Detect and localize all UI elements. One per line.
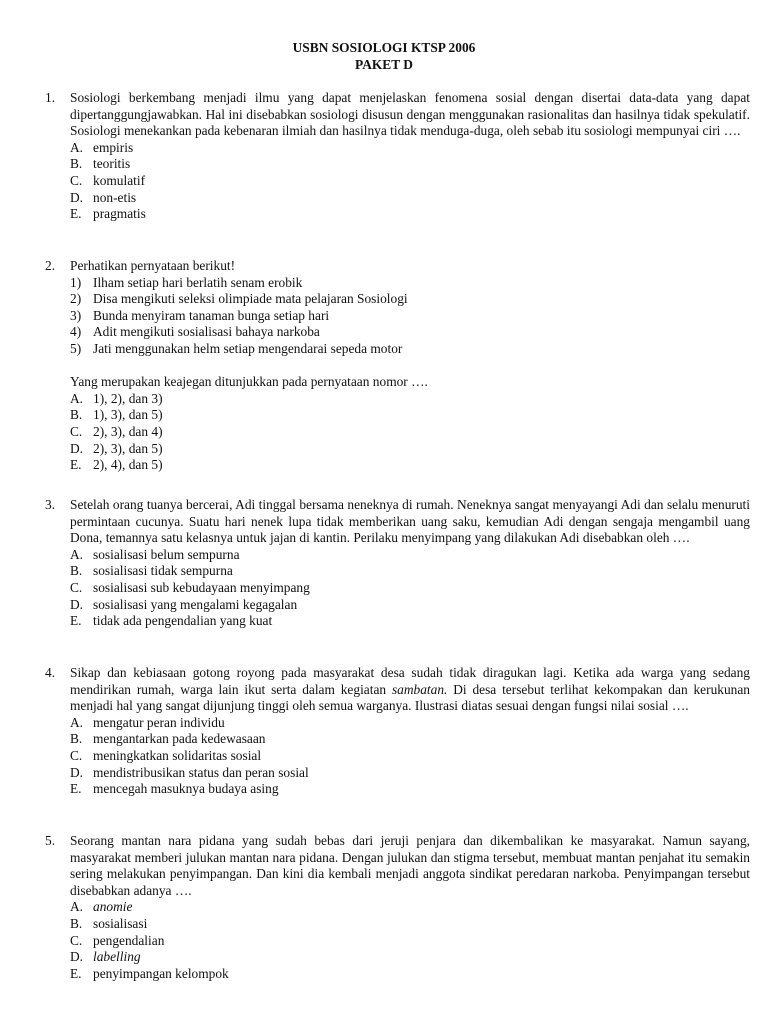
stem-italic-term: sambatan. bbox=[391, 681, 448, 697]
question-5 bbox=[45, 833, 750, 982]
question-number: 5. bbox=[45, 833, 56, 848]
option-label: B. bbox=[70, 156, 83, 172]
option-text: non-etis bbox=[93, 189, 137, 205]
question-number: 1. bbox=[45, 90, 56, 105]
statement-label: 4) bbox=[70, 324, 82, 340]
option-a bbox=[70, 899, 750, 916]
statement-text: Adit mengikuti sosialisasi bahaya narkoba bbox=[93, 324, 320, 340]
option-text: mengatur peran individu bbox=[93, 714, 225, 730]
option-text: sosialisasi bbox=[93, 915, 148, 931]
statement-3 bbox=[70, 308, 750, 325]
option-text: 1), 2), dan 3) bbox=[93, 390, 163, 406]
option-e bbox=[70, 781, 750, 798]
statement-5 bbox=[70, 341, 750, 358]
question-stem: Setelah orang tuanya bercerai, Adi tinggal bersama neneknya di rumah. Neneknya sangat menyayangi Adi dan selalu menuruti permintaan cucunya. Suatu hari nenek lupa tidak memberikan uang saku, kemudian Adi dengan sengaja mengambil uang Dona, temannya satu kelasnya untuk jajan di kantin. Perilaku menyimpang yang dilakukan Adi disebabkan oleh …. bbox=[70, 497, 750, 546]
option-label: A. bbox=[70, 546, 84, 562]
option-text: anomie bbox=[93, 899, 133, 915]
statement-label: 2) bbox=[70, 291, 82, 307]
option-label: A. bbox=[70, 139, 84, 155]
option-text: sosialisasi sub kebudayaan menyimpang bbox=[93, 579, 310, 595]
question-number: 2. bbox=[45, 258, 56, 273]
option-text: komulatif bbox=[93, 172, 146, 188]
statement-label: 5) bbox=[70, 340, 82, 356]
option-text: labelling bbox=[93, 949, 141, 965]
option-label: C. bbox=[70, 932, 83, 948]
option-text: 1), 3), dan 5) bbox=[93, 407, 163, 423]
option-label: B. bbox=[70, 563, 83, 579]
stem-text: Sikap dan kebiasaan gotong royong pada masyarakat desa sudah tidak diragukan lagi. Ketika ada warga yang sedang mendirikan rumah, warga lain ikut serta dalam kegiatan bbox=[70, 665, 750, 697]
option-b bbox=[70, 563, 750, 580]
option-text: sosialisasi tidak sempurna bbox=[93, 563, 233, 579]
question-stem: Seorang mantan nara pidana yang sudah bebas dari jeruji penjara dan dikembalikan ke masyarakat. Namun sayang, masyarakat memberi julukan mantan nara pidana. Dengan julukan dan stigma tersebut, membuat mantan penjahat itu semakin sering melakukan penyimpangan. Dan kini dia kembali menjadi anggota sindikat peredaran narkoba. Penyimpangan tersebut disebabkan adanya …. bbox=[70, 833, 750, 898]
statement-4 bbox=[70, 324, 750, 341]
statement-text: Disa mengikuti seleksi olimpiade mata pelajaran Sosiologi bbox=[93, 291, 408, 307]
option-label: C. bbox=[70, 423, 83, 439]
option-e bbox=[70, 457, 750, 474]
document-subtitle: PAKET D bbox=[355, 57, 413, 72]
option-label: D. bbox=[70, 949, 84, 965]
option-a bbox=[70, 715, 750, 732]
option-e bbox=[70, 966, 750, 983]
option-b bbox=[70, 731, 750, 748]
option-text: 2), 3), dan 4) bbox=[93, 423, 163, 439]
option-label: A. bbox=[70, 714, 84, 730]
option-text: mengantarkan pada kedewasaan bbox=[93, 731, 266, 747]
option-text: meningkatkan solidaritas sosial bbox=[93, 747, 262, 763]
option-c bbox=[70, 173, 750, 190]
option-text: pragmatis bbox=[93, 206, 146, 222]
option-label: E. bbox=[70, 781, 82, 797]
option-label: A. bbox=[70, 390, 84, 406]
option-a bbox=[70, 547, 750, 564]
question-stem: Sosiologi berkembang menjadi ilmu yang dapat menjelaskan fenomena sosial dengan disertai data-data yang dapat dipertanggungjawabkan. Hal ini disebabkan sosiologi disusun dengan menggunakan rasionalitas dan hasilnya tidak spekulatif. Sosiologi menekankan pada kebenaran ilmiah dan hasilnya tidak menduga-duga, oleh sebab itu sosiologi mempunyai ciri …. bbox=[70, 90, 750, 139]
statement-2 bbox=[70, 291, 750, 308]
option-c bbox=[70, 933, 750, 950]
option-label: E. bbox=[70, 206, 82, 222]
option-text: mendistribusikan status dan peran sosial bbox=[93, 764, 309, 780]
option-label: D. bbox=[70, 189, 84, 205]
option-label: C. bbox=[70, 579, 83, 595]
question-number: 4. bbox=[45, 665, 56, 680]
statement-text: Ilham setiap hari berlatih senam erobik bbox=[93, 274, 303, 290]
option-e bbox=[70, 206, 750, 223]
option-c bbox=[70, 748, 750, 765]
option-a bbox=[70, 140, 750, 157]
option-e bbox=[70, 613, 750, 630]
question-1 bbox=[45, 90, 750, 223]
option-text: sosialisasi belum sempurna bbox=[93, 546, 240, 562]
option-label: B. bbox=[70, 731, 83, 747]
option-b bbox=[70, 156, 750, 173]
option-b bbox=[70, 407, 750, 424]
option-label: E. bbox=[70, 457, 82, 473]
option-label: D. bbox=[70, 764, 84, 780]
statement-label: 1) bbox=[70, 274, 82, 290]
option-text: sosialisasi yang mengalami kegagalan bbox=[93, 596, 298, 612]
option-c bbox=[70, 580, 750, 597]
option-d bbox=[70, 765, 750, 782]
option-label: B. bbox=[70, 407, 83, 423]
statement-text: Bunda menyiram tanaman bunga setiap hari bbox=[93, 307, 330, 323]
option-label: C. bbox=[70, 747, 83, 763]
option-text: pengendalian bbox=[93, 932, 165, 948]
question-4 bbox=[45, 665, 750, 798]
question-number: 3. bbox=[45, 497, 56, 512]
option-text: tidak ada pengendalian yang kuat bbox=[93, 613, 273, 629]
option-d bbox=[70, 441, 750, 458]
statement-1 bbox=[70, 275, 750, 292]
question-3 bbox=[45, 497, 750, 630]
question-stem bbox=[70, 665, 750, 715]
question-stem: Yang merupakan keajegan ditunjukkan pada pernyataan nomor …. bbox=[70, 374, 428, 390]
option-a bbox=[70, 391, 750, 408]
option-text: 2), 4), dan 5) bbox=[93, 457, 163, 473]
stem-text: Di desa tersebut terlihat kekompakan dan kerukunan menjadi hal yang sangat dijunjung tinggi oleh semua warganya. Ilustrasi diatas sesuai dengan fungsi nilai sosial …. bbox=[70, 681, 750, 714]
question-2 bbox=[45, 258, 750, 474]
option-c bbox=[70, 424, 750, 441]
option-text: penyimpangan kelompok bbox=[93, 965, 229, 981]
option-label: E. bbox=[70, 965, 82, 981]
document-title: USBN SOSIOLOGI KTSP 2006 bbox=[292, 40, 476, 55]
option-label: D. bbox=[70, 440, 84, 456]
option-label: B. bbox=[70, 915, 83, 931]
option-label: A. bbox=[70, 899, 84, 915]
statement-text: Jati menggunakan helm setiap mengendarai sepeda motor bbox=[93, 340, 403, 356]
option-d bbox=[70, 949, 750, 966]
question-intro: Perhatikan pernyataan berikut! bbox=[70, 258, 236, 273]
option-text: empiris bbox=[93, 139, 134, 155]
option-text: teoritis bbox=[93, 156, 131, 172]
option-text: mencegah masuknya budaya asing bbox=[93, 781, 279, 797]
option-label: D. bbox=[70, 596, 84, 612]
option-d bbox=[70, 597, 750, 614]
option-b bbox=[70, 916, 750, 933]
option-text: 2), 3), dan 5) bbox=[93, 440, 163, 456]
statement-label: 3) bbox=[70, 307, 82, 323]
option-d bbox=[70, 190, 750, 207]
option-label: E. bbox=[70, 613, 82, 629]
option-label: C. bbox=[70, 172, 83, 188]
